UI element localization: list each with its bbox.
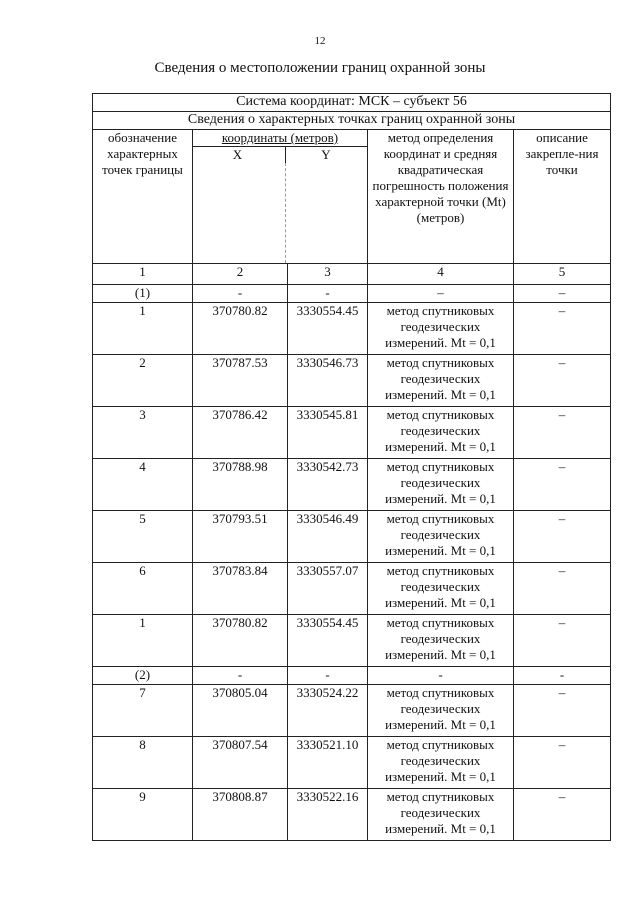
description-cell: – [514,615,611,667]
point-label: 8 [93,737,193,789]
column-number: 1 [93,264,193,285]
y-coordinate: 3330521.10 [288,737,368,789]
designation-header: обозначение характерных точек границы [93,130,193,264]
x-coordinate: 370793.51 [193,511,288,563]
method-cell: метод спутниковых геодезических измерений. Mt = 0,1 [368,511,514,563]
y-coordinate: 3330545.81 [288,407,368,459]
method-cell: метод спутниковых геодезических измерений. Mt = 0,1 [368,459,514,511]
method-cell: метод спутниковых геодезических измерений. Mt = 0,1 [368,789,514,841]
y-coordinate: 3330554.45 [288,615,368,667]
column-number: 4 [368,264,514,285]
y-coordinate: 3330542.73 [288,459,368,511]
method-cell: метод спутниковых геодезических измерений. Mt = 0,1 [368,303,514,355]
table-row [93,615,611,667]
point-label: 9 [93,789,193,841]
y-coordinate: 3330546.73 [288,355,368,407]
table-row [93,407,611,459]
boundary-points-table [92,93,611,841]
x-coordinate: 370780.82 [193,615,288,667]
point-label: 2 [93,355,193,407]
x-coordinate: 370783.84 [193,563,288,615]
table-row [93,303,611,355]
description-cell: – [514,303,611,355]
points-info-row [93,112,611,130]
points-info-header: Сведения о характерных точках границ охранной зоны [93,112,611,130]
description-cell: - [514,667,611,685]
point-label: 1 [93,303,193,355]
method-header: метод определения координат и средняя квадратическая погрешность положения характерной точки (Mt) (метров) [368,130,514,264]
table-row [93,563,611,615]
x-coordinate: 370805.04 [193,685,288,737]
point-label: 1 [93,615,193,667]
method-cell: метод спутниковых геодезических измерений. Mt = 0,1 [368,737,514,789]
coordinates-header-label: координаты (метров) [221,130,339,145]
point-label: (1) [93,285,193,303]
point-label: (2) [93,667,193,685]
coordinate-system-row [93,94,611,112]
x-coordinate: - [193,285,288,303]
table-row [93,459,611,511]
description-header: описание закрепле-ния точки [514,130,611,264]
description-cell: – [514,737,611,789]
y-coordinate: 3330524.22 [288,685,368,737]
page-number: 12 [314,35,326,47]
method-cell: – [368,285,514,303]
column-number-row [93,264,611,285]
x-coordinate: 370788.98 [193,459,288,511]
column-header-row [93,130,611,264]
x-header: X [232,147,243,162]
description-cell: – [514,685,611,737]
method-cell: метод спутниковых геодезических измерений. Mt = 0,1 [368,355,514,407]
point-label: 6 [93,563,193,615]
table-row [93,685,611,737]
group-row [93,667,611,685]
x-coordinate: 370786.42 [193,407,288,459]
method-cell: метод спутниковых геодезических измерений. Mt = 0,1 [368,615,514,667]
document-title: Сведения о местоположении границ охранной зоны [154,60,486,76]
point-label: 5 [93,511,193,563]
y-coordinate: 3330554.45 [288,303,368,355]
point-label: 3 [93,407,193,459]
x-coordinate: 370787.53 [193,355,288,407]
x-coordinate: 370808.87 [193,789,288,841]
x-coordinate: 370807.54 [193,737,288,789]
description-cell: – [514,789,611,841]
description-cell: – [514,511,611,563]
y-coordinate: 3330522.16 [288,789,368,841]
method-cell: метод спутниковых геодезических измерений. Mt = 0,1 [368,407,514,459]
y-coordinate: 3330557.07 [288,563,368,615]
coordinates-header [193,130,368,264]
coordinates-subheader [193,146,368,163]
table-row [93,355,611,407]
method-cell: метод спутниковых геодезических измерений. Mt = 0,1 [368,685,514,737]
description-cell: – [514,285,611,303]
column-number: 2 [193,264,288,285]
column-number: 5 [514,264,611,285]
point-label: 4 [93,459,193,511]
x-coordinate: 370780.82 [193,303,288,355]
description-cell: – [514,459,611,511]
y-header: Y [285,147,366,163]
y-coordinate: - [288,285,368,303]
y-coordinate: 3330546.49 [288,511,368,563]
coordinate-system-header: Система координат: МСК – субъект 56 [93,94,611,112]
method-cell: метод спутниковых геодезических измерений. Mt = 0,1 [368,563,514,615]
column-number: 3 [288,264,368,285]
method-cell: - [368,667,514,685]
description-cell: – [514,355,611,407]
table-row [93,511,611,563]
point-label: 7 [93,685,193,737]
coordinates-header-filler [193,163,368,263]
table-row [93,789,611,841]
description-cell: – [514,563,611,615]
description-cell: – [514,407,611,459]
y-coordinate: - [288,667,368,685]
x-coordinate: - [193,667,288,685]
group-row [93,285,611,303]
table-row [93,737,611,789]
